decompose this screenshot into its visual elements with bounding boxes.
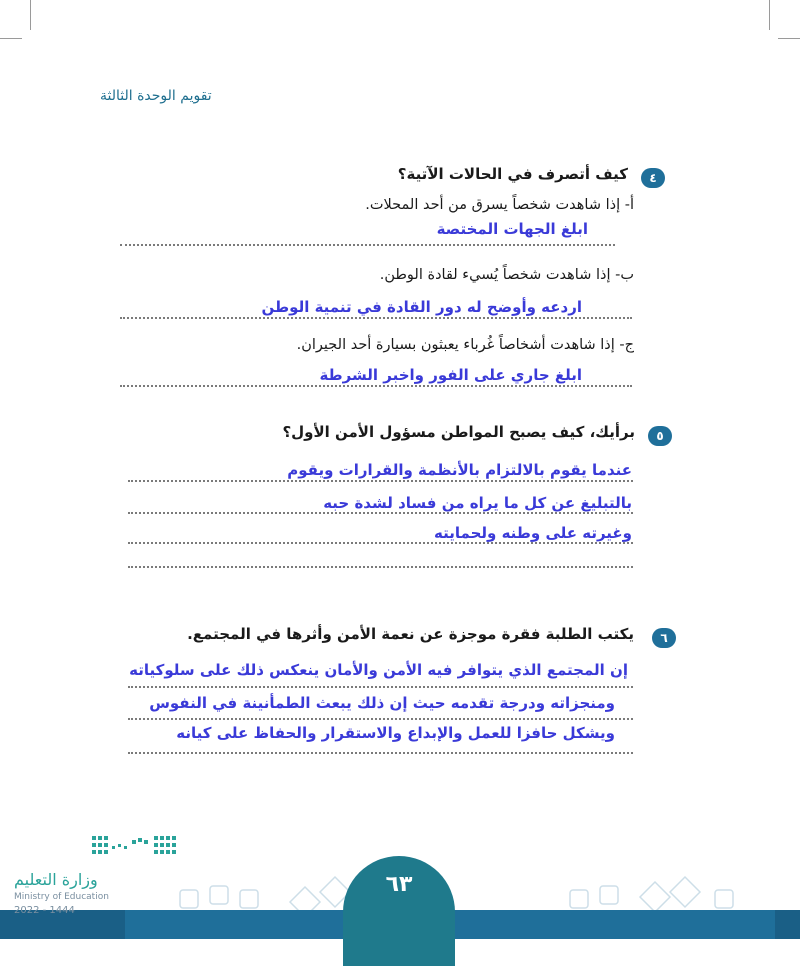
- unit-review-title: تقويم الوحدة الثالثة: [100, 88, 212, 104]
- question-number-6: ٦: [652, 628, 676, 648]
- answer-line: [128, 542, 633, 544]
- answer-line: [128, 718, 633, 720]
- crop-mark: [30, 0, 31, 30]
- question-6-answer-line-2: ومنجزاته ودرجة تقدمه حيث إن ذلك يبعث الطمأنينة في النفوس: [149, 694, 615, 712]
- crop-mark: [0, 38, 22, 39]
- question-4b-answer: اردعه وأوضح له دور القادة في تنمية الوطن: [261, 298, 582, 316]
- question-6-text: يكتب الطلبة فقرة موجزة عن نعمة الأمن وأثرها في المجتمع.: [187, 625, 634, 643]
- question-number-4: ٤: [641, 168, 665, 188]
- answer-line: [120, 385, 632, 387]
- answer-line: [128, 512, 633, 514]
- question-5-answer-line-2: بالتبليغ عن كل ما يراه من فساد لشدة حبه: [323, 494, 632, 512]
- question-6-answer-line-3: ويشكل حافزا للعمل والإبداع والاستقرار والحفاظ على كيانه: [176, 724, 615, 742]
- answer-line: [128, 566, 633, 568]
- footer-pattern: [170, 862, 770, 910]
- crop-mark: [778, 38, 800, 39]
- answer-line: [128, 686, 633, 688]
- question-4a-answer: ابلغ الجهات المختصة: [436, 220, 588, 238]
- question-5-answer-line-3: وغيرته على وطنه ولحمايته: [434, 524, 632, 542]
- question-5-text: برأيك، كيف يصبح المواطن مسؤول الأمن الأول؟: [282, 423, 635, 441]
- page-number: ٦٣: [385, 872, 413, 897]
- question-4b-text: ب- إذا شاهدت شخصاً يُسيء لقادة الوطن.: [379, 267, 634, 283]
- question-6-answer-line-1: إن المجتمع الذي يتوافر فيه الأمن والأمان ينعكس ذلك على سلوكياته: [129, 661, 628, 679]
- question-4c-answer: ابلغ جاري على الفور واخبر الشرطة: [319, 366, 582, 384]
- edition-year: 2022 - 1444: [14, 905, 75, 916]
- answer-line: [120, 244, 615, 246]
- question-4-text: كيف أتصرف في الحالات الآتية؟: [397, 165, 628, 183]
- question-number-5: ٥: [648, 426, 672, 446]
- answer-line: [128, 480, 633, 482]
- ministry-name-en: Ministry of Education: [14, 892, 109, 902]
- answer-line: [128, 752, 633, 754]
- question-4c-text: ج- إذا شاهدت أشخاصاً غُرباء يعبثون بسيارة أحد الجيران.: [296, 337, 634, 353]
- crop-mark: [769, 0, 770, 30]
- answer-line: [120, 317, 632, 319]
- ministry-logo-icon: [92, 832, 182, 862]
- question-5-answer-line-1: عندما يقوم بالالتزام بالأنظمة والقرارات ويقوم: [287, 461, 632, 479]
- ministry-name-ar: وزارة التعليم: [14, 870, 98, 889]
- question-4a-text: أ- إذا شاهدت شخصاً يسرق من أحد المحلات.: [365, 197, 634, 213]
